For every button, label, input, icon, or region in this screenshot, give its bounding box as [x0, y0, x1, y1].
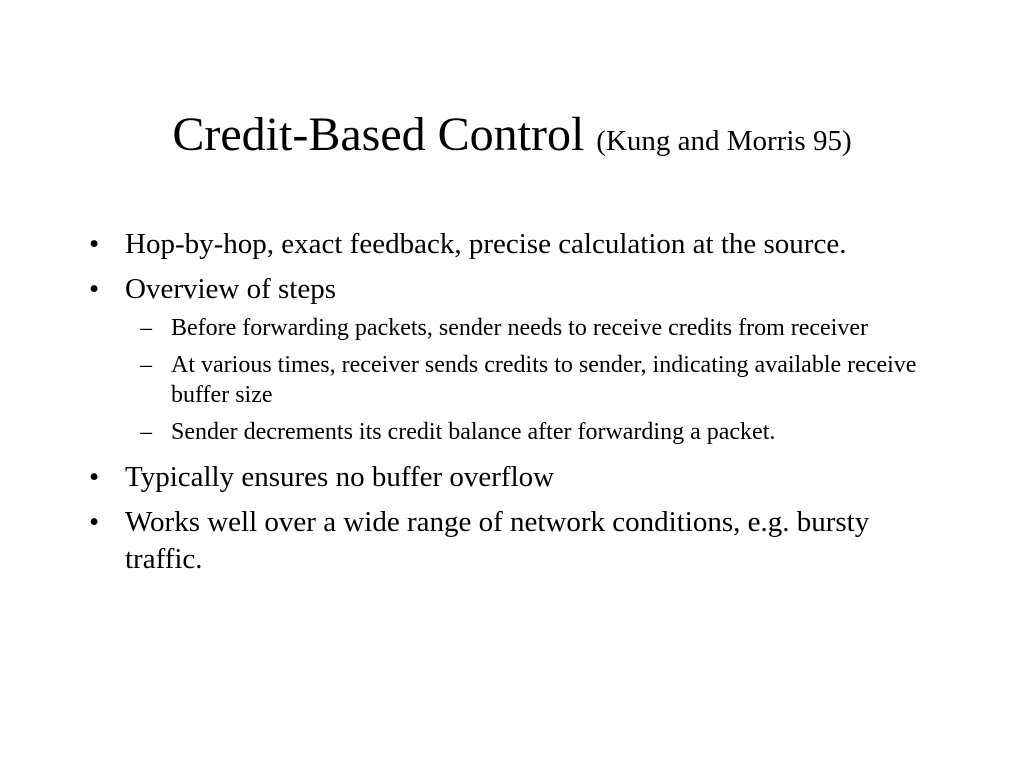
- bullet-text: Overview of steps: [125, 273, 337, 305]
- bullet-text: Works well over a wide range of network conditions, e.g. bursty traffic.: [125, 506, 870, 575]
- bullet-item: [89, 504, 905, 578]
- dash-marker: –: [140, 419, 152, 445]
- sub-bullet-item: [140, 350, 931, 410]
- bullet-text: Hop-by-hop, exact feedback, precise calculation at the source.: [125, 228, 847, 260]
- sub-bullet-item: [140, 417, 931, 447]
- bullet-text: Typically ensures no buffer overflow: [125, 461, 555, 493]
- bullet-item: [89, 226, 905, 263]
- bullet-item: [89, 271, 905, 308]
- title-main: Credit-Based Control: [172, 108, 585, 161]
- sub-bullet-text: At various times, receiver sends credits to sender, indicating available receive buffer size: [171, 352, 917, 408]
- bullet-item: [89, 459, 905, 496]
- sub-bullet-text: Before forwarding packets, sender needs to receive credits from receiver: [171, 315, 868, 341]
- dash-marker: –: [140, 315, 152, 341]
- bullet-list: [0, 226, 1024, 578]
- bullet-marker: •: [89, 228, 100, 260]
- bullet-marker: •: [89, 461, 100, 493]
- slide-title: [0, 106, 1024, 170]
- title-citation: (Kung and Morris 95): [596, 125, 852, 157]
- bullet-marker: •: [89, 273, 100, 305]
- bullet-marker: •: [89, 506, 100, 538]
- sub-bullet-item: [140, 313, 931, 343]
- sub-bullet-text: Sender decrements its credit balance after forwarding a packet.: [171, 419, 776, 445]
- dash-marker: –: [140, 352, 152, 378]
